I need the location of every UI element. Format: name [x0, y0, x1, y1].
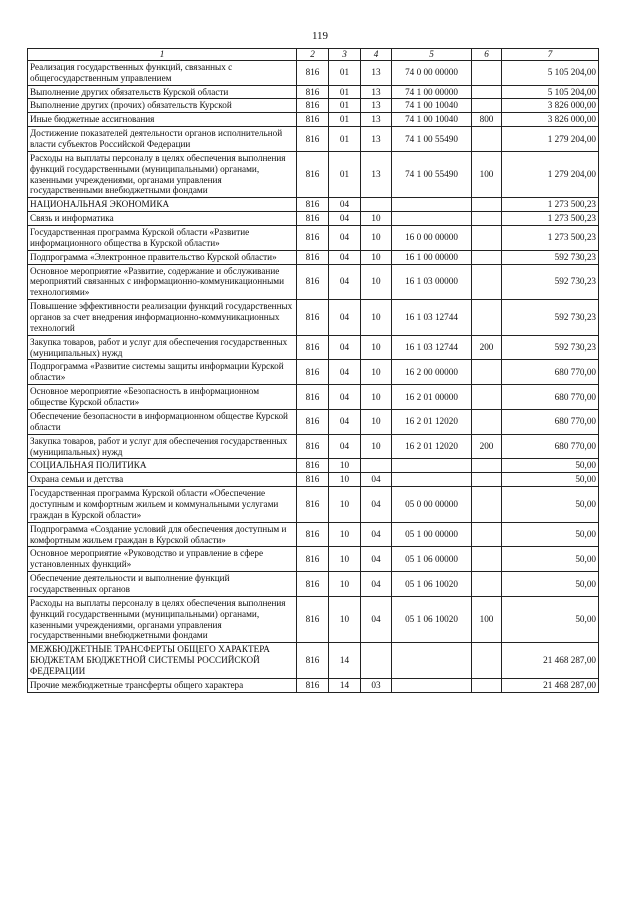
row-code-cell: 816 [297, 300, 329, 336]
row-name-cell: Прочие межбюджетные трансферты общего характера [28, 678, 297, 692]
row-subsection-cell: 10 [361, 226, 392, 251]
row-code-cell: 816 [297, 596, 329, 642]
row-sum-cell: 1 273 500,23 [502, 226, 599, 251]
row-vr-cell [472, 678, 502, 692]
row-name-cell: Иные бюджетные ассигнования [28, 113, 297, 127]
row-section-cell: 01 [329, 60, 361, 85]
row-section-cell: 14 [329, 678, 361, 692]
row-vr-cell [472, 99, 502, 113]
row-sum-cell: 21 468 287,00 [502, 643, 599, 679]
row-sum-cell: 50,00 [502, 473, 599, 487]
row-section-cell: 14 [329, 643, 361, 679]
row-subsection-cell: 04 [361, 572, 392, 597]
row-vr-cell [472, 547, 502, 572]
row-name-cell: СОЦИАЛЬНАЯ ПОЛИТИКА [28, 459, 297, 473]
row-vr-cell [472, 127, 502, 152]
row-code-cell: 816 [297, 409, 329, 434]
row-csr-cell: 16 2 01 12020 [392, 409, 472, 434]
column-number-row [28, 49, 599, 61]
row-section-cell: 10 [329, 547, 361, 572]
row-vr-cell: 100 [472, 596, 502, 642]
row-name-cell: Связь и информатика [28, 212, 297, 226]
row-csr-cell: 74 1 00 55490 [392, 151, 472, 197]
table-row [28, 596, 599, 642]
row-code-cell: 816 [297, 85, 329, 99]
row-code-cell: 816 [297, 678, 329, 692]
row-name-cell: Обеспечение деятельности и выполнение функций государственных органов [28, 572, 297, 597]
row-csr-cell: 16 2 01 00000 [392, 385, 472, 410]
table-row [28, 99, 599, 113]
row-name-cell: Повышение эффективности реализации функций государственных органов за счет внедрения информационно-коммуникационных технологий [28, 300, 297, 336]
table-row [28, 678, 599, 692]
table-row [28, 547, 599, 572]
row-code-cell: 816 [297, 385, 329, 410]
row-subsection-cell: 04 [361, 487, 392, 523]
row-subsection-cell: 10 [361, 212, 392, 226]
row-section-cell: 04 [329, 360, 361, 385]
table-row [28, 473, 599, 487]
row-section-cell: 10 [329, 596, 361, 642]
row-code-cell: 816 [297, 113, 329, 127]
row-sum-cell: 592 730,23 [502, 300, 599, 336]
table-row [28, 300, 599, 336]
row-subsection-cell [361, 459, 392, 473]
row-name-cell: МЕЖБЮДЖЕТНЫЕ ТРАНСФЕРТЫ ОБЩЕГО ХАРАКТЕРА БЮДЖЕТАМ БЮДЖЕТНОЙ СИСТЕМЫ РОССИЙСКОЙ ФЕДЕРАЦИИ [28, 643, 297, 679]
row-name-cell: Подпрограмма «Развитие системы защиты информации Курской области» [28, 360, 297, 385]
table-body [28, 60, 599, 692]
row-vr-cell [472, 522, 502, 547]
row-sum-cell: 50,00 [502, 572, 599, 597]
row-sum-cell: 50,00 [502, 522, 599, 547]
table-row [28, 409, 599, 434]
col-header-code: 2 [297, 49, 329, 61]
row-section-cell: 04 [329, 335, 361, 360]
row-sum-cell: 50,00 [502, 547, 599, 572]
col-header-name: 1 [28, 49, 297, 61]
row-name-cell: Основное мероприятие «Безопасность в информационном обществе Курской области» [28, 385, 297, 410]
row-csr-cell: 05 1 00 00000 [392, 522, 472, 547]
row-sum-cell: 592 730,23 [502, 264, 599, 300]
table-row [28, 572, 599, 597]
row-code-cell: 816 [297, 198, 329, 212]
row-subsection-cell: 13 [361, 99, 392, 113]
row-sum-cell: 21 468 287,00 [502, 678, 599, 692]
row-code-cell: 816 [297, 572, 329, 597]
row-section-cell: 04 [329, 250, 361, 264]
row-vr-cell [472, 60, 502, 85]
row-code-cell: 816 [297, 99, 329, 113]
row-subsection-cell: 10 [361, 360, 392, 385]
row-code-cell: 816 [297, 360, 329, 385]
row-subsection-cell: 04 [361, 473, 392, 487]
row-subsection-cell: 10 [361, 250, 392, 264]
row-name-cell: Выполнение других (прочих) обязательств Курской [28, 99, 297, 113]
row-code-cell: 816 [297, 643, 329, 679]
row-code-cell: 816 [297, 60, 329, 85]
row-section-cell: 01 [329, 127, 361, 152]
row-sum-cell: 680 770,00 [502, 434, 599, 459]
row-sum-cell: 5 105 204,00 [502, 85, 599, 99]
table-row [28, 643, 599, 679]
row-vr-cell: 100 [472, 151, 502, 197]
row-vr-cell [472, 85, 502, 99]
table-row [28, 487, 599, 523]
row-vr-cell [472, 572, 502, 597]
col-header-vr: 6 [472, 49, 502, 61]
row-code-cell: 816 [297, 522, 329, 547]
row-section-cell: 10 [329, 522, 361, 547]
row-name-cell: Достижение показателей деятельности органов исполнительной власти субъектов Российской Федерации [28, 127, 297, 152]
row-vr-cell: 800 [472, 113, 502, 127]
row-code-cell: 816 [297, 434, 329, 459]
row-section-cell: 04 [329, 264, 361, 300]
row-csr-cell: 16 1 03 12744 [392, 335, 472, 360]
row-subsection-cell: 10 [361, 385, 392, 410]
row-subsection-cell: 13 [361, 127, 392, 152]
row-sum-cell: 50,00 [502, 487, 599, 523]
table-row [28, 434, 599, 459]
row-name-cell: НАЦИОНАЛЬНАЯ ЭКОНОМИКА [28, 198, 297, 212]
row-section-cell: 04 [329, 198, 361, 212]
row-section-cell: 01 [329, 151, 361, 197]
row-sum-cell: 592 730,23 [502, 250, 599, 264]
table-row [28, 127, 599, 152]
col-header-subsection: 4 [361, 49, 392, 61]
row-sum-cell: 680 770,00 [502, 385, 599, 410]
row-section-cell: 01 [329, 85, 361, 99]
row-sum-cell: 50,00 [502, 459, 599, 473]
row-code-cell: 816 [297, 459, 329, 473]
row-subsection-cell [361, 643, 392, 679]
row-sum-cell: 592 730,23 [502, 335, 599, 360]
row-section-cell: 04 [329, 385, 361, 410]
row-csr-cell: 16 2 00 00000 [392, 360, 472, 385]
row-code-cell: 816 [297, 264, 329, 300]
row-sum-cell: 5 105 204,00 [502, 60, 599, 85]
row-csr-cell: 16 2 01 12020 [392, 434, 472, 459]
row-name-cell: Государственная программа Курской области «Обеспечение доступным и комфортным жильем и коммунальными услугами граждан в Курской области» [28, 487, 297, 523]
row-code-cell: 816 [297, 487, 329, 523]
row-vr-cell [472, 300, 502, 336]
row-vr-cell: 200 [472, 434, 502, 459]
row-section-cell: 04 [329, 300, 361, 336]
row-vr-cell [472, 385, 502, 410]
row-sum-cell: 3 826 000,00 [502, 99, 599, 113]
row-csr-cell [392, 459, 472, 473]
row-name-cell: Расходы на выплаты персоналу в целях обеспечения выполнения функций государственными (муниципальными) органами, казенными учреждениями, органами управления государственными внебюджетными фондами [28, 151, 297, 197]
row-csr-cell: 05 1 06 10020 [392, 596, 472, 642]
row-section-cell: 04 [329, 434, 361, 459]
table-row [28, 360, 599, 385]
row-csr-cell [392, 198, 472, 212]
row-sum-cell: 1 273 500,23 [502, 198, 599, 212]
row-vr-cell [472, 360, 502, 385]
row-sum-cell: 50,00 [502, 596, 599, 642]
row-sum-cell: 680 770,00 [502, 409, 599, 434]
row-name-cell: Расходы на выплаты персоналу в целях обеспечения выполнения функций государственными (муниципальными) органами, казенными учреждениями, органами управления государственными внебюджетными фондами [28, 596, 297, 642]
row-name-cell: Основное мероприятие «Руководство и управление в сфере установленных функций» [28, 547, 297, 572]
col-header-sum: 7 [502, 49, 599, 61]
row-subsection-cell: 10 [361, 335, 392, 360]
row-sum-cell: 1 279 204,00 [502, 127, 599, 152]
row-csr-cell: 16 1 00 00000 [392, 250, 472, 264]
row-section-cell: 04 [329, 226, 361, 251]
row-name-cell: Закупка товаров, работ и услуг для обеспечения государственных (муниципальных) нужд [28, 434, 297, 459]
table-row [28, 85, 599, 99]
row-vr-cell [472, 459, 502, 473]
row-name-cell: Обеспечение безопасности в информационном обществе Курской области [28, 409, 297, 434]
row-subsection-cell: 10 [361, 409, 392, 434]
row-subsection-cell: 13 [361, 60, 392, 85]
row-section-cell: 01 [329, 99, 361, 113]
row-csr-cell: 16 1 03 00000 [392, 264, 472, 300]
row-csr-cell: 05 1 06 10020 [392, 572, 472, 597]
row-csr-cell [392, 473, 472, 487]
row-vr-cell: 200 [472, 335, 502, 360]
table-row [28, 459, 599, 473]
row-name-cell: Выполнение других обязательств Курской области [28, 85, 297, 99]
row-csr-cell: 16 1 03 12744 [392, 300, 472, 336]
row-section-cell: 10 [329, 459, 361, 473]
row-code-cell: 816 [297, 547, 329, 572]
row-code-cell: 816 [297, 250, 329, 264]
row-subsection-cell: 04 [361, 596, 392, 642]
row-section-cell: 04 [329, 409, 361, 434]
row-subsection-cell: 10 [361, 264, 392, 300]
row-subsection-cell: 04 [361, 522, 392, 547]
table-row [28, 151, 599, 197]
row-code-cell: 816 [297, 473, 329, 487]
table-row [28, 60, 599, 85]
row-csr-cell: 74 0 00 00000 [392, 60, 472, 85]
row-code-cell: 816 [297, 335, 329, 360]
row-section-cell: 10 [329, 473, 361, 487]
table-row [28, 226, 599, 251]
row-subsection-cell: 13 [361, 85, 392, 99]
table-row [28, 385, 599, 410]
row-csr-cell: 16 0 00 00000 [392, 226, 472, 251]
row-csr-cell: 74 1 00 10040 [392, 99, 472, 113]
row-vr-cell [472, 212, 502, 226]
table-row [28, 198, 599, 212]
row-code-cell: 816 [297, 212, 329, 226]
row-vr-cell [472, 473, 502, 487]
row-vr-cell [472, 409, 502, 434]
row-sum-cell: 3 826 000,00 [502, 113, 599, 127]
row-vr-cell [472, 643, 502, 679]
row-section-cell: 10 [329, 572, 361, 597]
col-header-section: 3 [329, 49, 361, 61]
row-csr-cell [392, 678, 472, 692]
row-subsection-cell: 04 [361, 547, 392, 572]
table-row [28, 264, 599, 300]
table-row [28, 250, 599, 264]
row-subsection-cell: 10 [361, 300, 392, 336]
page-number: 119 [311, 30, 329, 42]
row-name-cell: Подпрограмма «Создание условий для обеспечения доступным и комфортным жильем граждан в Курской области» [28, 522, 297, 547]
row-section-cell: 01 [329, 113, 361, 127]
row-name-cell: Подпрограмма «Электронное правительство Курской области» [28, 250, 297, 264]
row-name-cell: Реализация государственных функций, связанных с общегосударственным управлением [28, 60, 297, 85]
row-sum-cell: 1 273 500,23 [502, 212, 599, 226]
row-csr-cell [392, 212, 472, 226]
table-row [28, 522, 599, 547]
budget-table [27, 48, 599, 693]
row-vr-cell [472, 198, 502, 212]
row-section-cell: 04 [329, 212, 361, 226]
row-vr-cell [472, 264, 502, 300]
row-section-cell: 10 [329, 487, 361, 523]
row-code-cell: 816 [297, 151, 329, 197]
row-sum-cell: 1 279 204,00 [502, 151, 599, 197]
row-csr-cell: 74 1 00 10040 [392, 113, 472, 127]
row-name-cell: Охрана семьи и детства [28, 473, 297, 487]
table-row [28, 113, 599, 127]
row-sum-cell: 680 770,00 [502, 360, 599, 385]
row-name-cell: Государственная программа Курской области «Развитие информационного общества в Курской области» [28, 226, 297, 251]
row-subsection-cell [361, 198, 392, 212]
row-subsection-cell: 03 [361, 678, 392, 692]
row-code-cell: 816 [297, 127, 329, 152]
row-vr-cell [472, 226, 502, 251]
row-subsection-cell: 10 [361, 434, 392, 459]
row-subsection-cell: 13 [361, 113, 392, 127]
table-row [28, 335, 599, 360]
row-code-cell: 816 [297, 226, 329, 251]
row-csr-cell [392, 643, 472, 679]
row-name-cell: Закупка товаров, работ и услуг для обеспечения государственных (муниципальных) нужд [28, 335, 297, 360]
row-name-cell: Основное мероприятие «Развитие, содержание и обслуживание мероприятий связанных с информационно-коммуникационными технологиями» [28, 264, 297, 300]
row-csr-cell: 05 0 00 00000 [392, 487, 472, 523]
row-subsection-cell: 13 [361, 151, 392, 197]
row-csr-cell: 74 1 00 55490 [392, 127, 472, 152]
table-row [28, 212, 599, 226]
row-vr-cell [472, 487, 502, 523]
row-vr-cell [472, 250, 502, 264]
col-header-csr: 5 [392, 49, 472, 61]
row-csr-cell: 05 1 06 00000 [392, 547, 472, 572]
row-csr-cell: 74 1 00 00000 [392, 85, 472, 99]
